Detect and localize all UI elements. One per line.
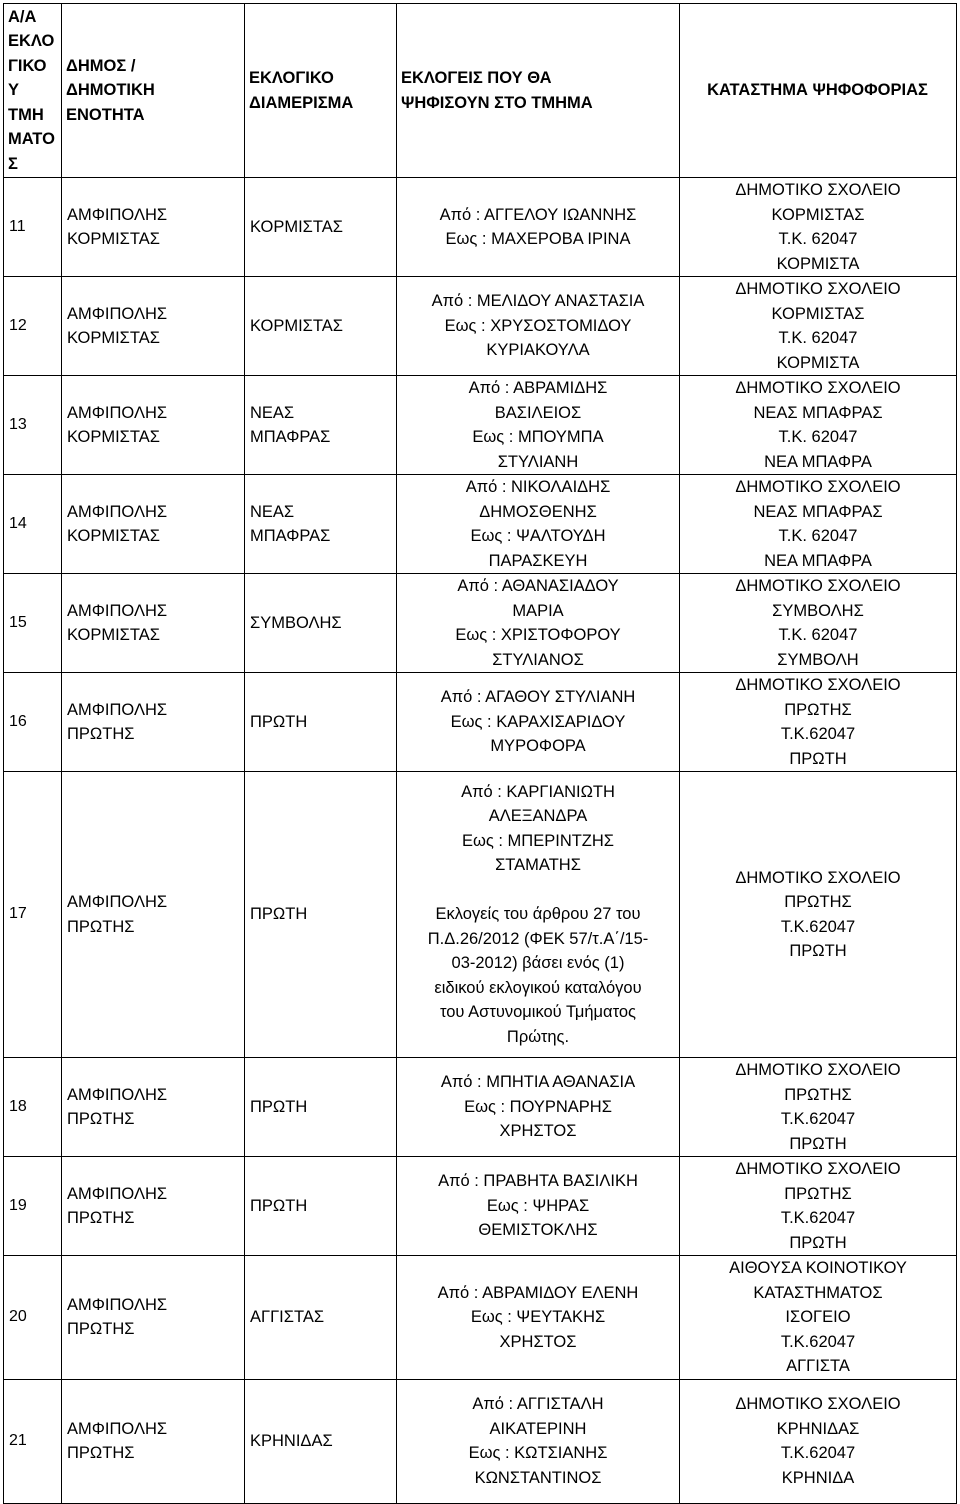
voters-range-cell: Από : ΑΒΡΑΜΙΔΗΣ ΒΑΣΙΛΕΙΟΣ Εως : ΜΠΟΥΜΠΑ ΣΤΥΛΙΑΝΗ (397, 376, 680, 475)
municipality-cell: ΑΜΦΙΠΟΛΗΣ ΚΟΡΜΙΣΤΑΣ (62, 475, 245, 574)
polling-station-cell: ΔΗΜΟΤΙΚΟ ΣΧΟΛΕΙΟ ΠΡΩΤΗΣ Τ.Κ.62047 ΠΡΩΤΗ (680, 673, 957, 772)
polling-station-cell: ΑΙΘΟΥΣΑ ΚΟΙΝΟΤΙΚΟΥ ΚΑΤΑΣΤΗΜΑΤΟΣ ΙΣΟΓΕΙΟ Τ.Κ.62047 ΑΓΓΙΣΤΑ (680, 1256, 957, 1380)
municipality-cell: ΑΜΦΙΠΟΛΗΣ ΚΟΡΜΙΣΤΑΣ (62, 277, 245, 376)
table-row (4, 772, 957, 1058)
table-row (4, 1379, 957, 1503)
municipality-cell: ΑΜΦΙΠΟΛΗΣ ΠΡΩΤΗΣ (62, 1157, 245, 1256)
header-polling-station: ΚΑΤΑΣΤΗΜΑ ΨΗΦΟΦΟΡΙΑΣ (680, 4, 957, 178)
municipality-cell: ΑΜΦΙΠΟΛΗΣ ΠΡΩΤΗΣ (62, 1379, 245, 1503)
table-row (4, 574, 957, 673)
polling-station-cell: ΔΗΜΟΤΙΚΟ ΣΧΟΛΕΙΟ ΝΕΑΣ ΜΠΑΦΡΑΣ Τ.Κ. 62047 ΝΕΑ ΜΠΑΦΡΑ (680, 376, 957, 475)
section-number: 16 (4, 673, 62, 772)
voters-range-cell: Από : ΑΘΑΝΑΣΙΑΔΟΥ ΜΑΡΙΑ Εως : ΧΡΙΣΤΟΦΟΡΟΥ ΣΤΥΛΙΑΝΟΣ (397, 574, 680, 673)
table-row (4, 1058, 957, 1157)
municipality-cell: ΑΜΦΙΠΟΛΗΣ ΠΡΩΤΗΣ (62, 772, 245, 1058)
table-row (4, 376, 957, 475)
district-cell: ΚΟΡΜΙΣΤΑΣ (245, 178, 397, 277)
table-row (4, 1256, 957, 1380)
voters-range-cell: Από : ΜΕΛΙΔΟΥ ΑΝΑΣΤΑΣΙΑ Εως : ΧΡΥΣΟΣΤΟΜΙΔΟΥ ΚΥΡΙΑΚΟΥΛΑ (397, 277, 680, 376)
municipality-cell: ΑΜΦΙΠΟΛΗΣ ΠΡΩΤΗΣ (62, 673, 245, 772)
header-district: ΕΚΛΟΓΙΚΟ ΔΙΑΜΕΡΙΣΜΑ (245, 4, 397, 178)
header-row (4, 4, 957, 178)
municipality-cell: ΑΜΦΙΠΟΛΗΣ ΚΟΡΜΙΣΤΑΣ (62, 178, 245, 277)
section-number: 17 (4, 772, 62, 1058)
municipality-cell: ΑΜΦΙΠΟΛΗΣ ΠΡΩΤΗΣ (62, 1058, 245, 1157)
district-cell: ΣΥΜΒΟΛΗΣ (245, 574, 397, 673)
voters-range-cell: Από : ΑΓΓΙΣΤΑΛΗ ΑΙΚΑΤΕΡΙΝΗ Εως : ΚΩΤΣΙΑΝΗΣ ΚΩΝΣΤΑΝΤΙΝΟΣ (397, 1379, 680, 1503)
polling-station-cell: ΔΗΜΟΤΙΚΟ ΣΧΟΛΕΙΟ ΚΟΡΜΙΣΤΑΣ Τ.Κ. 62047 ΚΟΡΜΙΣΤΑ (680, 277, 957, 376)
section-number: 12 (4, 277, 62, 376)
municipality-cell: ΑΜΦΙΠΟΛΗΣ ΚΟΡΜΙΣΤΑΣ (62, 376, 245, 475)
municipality-cell: ΑΜΦΙΠΟΛΗΣ ΚΟΡΜΙΣΤΑΣ (62, 574, 245, 673)
header-municipality: ΔΗΜΟΣ / ΔΗΜΟΤΙΚΗ ΕΝΟΤΗΤΑ (62, 4, 245, 178)
polling-station-cell: ΔΗΜΟΤΙΚΟ ΣΧΟΛΕΙΟ ΣΥΜΒΟΛΗΣ Τ.Κ. 62047 ΣΥΜΒΟΛΗ (680, 574, 957, 673)
section-number: 13 (4, 376, 62, 475)
table-row (4, 1157, 957, 1256)
municipality-cell: ΑΜΦΙΠΟΛΗΣ ΠΡΩΤΗΣ (62, 1256, 245, 1380)
voters-range-cell: Από : ΑΓΑΘΟΥ ΣΤΥΛΙΑΝΗ Εως : ΚΑΡΑΧΙΣΑΡΙΔΟΥ ΜΥΡΟΦΟΡΑ (397, 673, 680, 772)
district-cell: ΚΡΗΝΙΔΑΣ (245, 1379, 397, 1503)
voters-range-cell: Από : ΠΡΑΒΗΤΑ ΒΑΣΙΛΙΚΗ Εως : ΨΗΡΑΣ ΘΕΜΙΣΤΟΚΛΗΣ (397, 1157, 680, 1256)
section-number: 20 (4, 1256, 62, 1380)
section-number: 18 (4, 1058, 62, 1157)
voters-range-cell: Από : ΜΠΗΤΙΑ ΑΘΑΝΑΣΙΑ Εως : ΠΟΥΡΝΑΡΗΣ ΧΡΗΣΤΟΣ (397, 1058, 680, 1157)
table-row (4, 277, 957, 376)
district-cell: ΠΡΩΤΗ (245, 1058, 397, 1157)
section-number: 11 (4, 178, 62, 277)
section-number: 14 (4, 475, 62, 574)
polling-station-cell: ΔΗΜΟΤΙΚΟ ΣΧΟΛΕΙΟ ΠΡΩΤΗΣ Τ.Κ.62047 ΠΡΩΤΗ (680, 1058, 957, 1157)
header-section-id: Α/Α ΕΚΛΟ ΓΙΚΟ Υ ΤΜΗ ΜΑΤΟ Σ (4, 4, 62, 178)
voters-range-cell: Από : ΝΙΚΟΛΑΙΔΗΣ ΔΗΜΟΣΘΕΝΗΣ Εως : ΨΑΛΤΟΥΔΗ ΠΑΡΑΣΚΕΥΗ (397, 475, 680, 574)
polling-station-cell: ΔΗΜΟΤΙΚΟ ΣΧΟΛΕΙΟ ΠΡΩΤΗΣ Τ.Κ.62047 ΠΡΩΤΗ (680, 1157, 957, 1256)
polling-station-cell: ΔΗΜΟΤΙΚΟ ΣΧΟΛΕΙΟ ΠΡΩΤΗΣ Τ.Κ.62047 ΠΡΩΤΗ (680, 772, 957, 1058)
district-cell: ΠΡΩΤΗ (245, 673, 397, 772)
polling-stations-table (3, 3, 957, 1504)
section-number: 15 (4, 574, 62, 673)
section-number: 21 (4, 1379, 62, 1503)
polling-station-cell: ΔΗΜΟΤΙΚΟ ΣΧΟΛΕΙΟ ΚΟΡΜΙΣΤΑΣ Τ.Κ. 62047 ΚΟΡΜΙΣΤΑ (680, 178, 957, 277)
district-cell: ΠΡΩΤΗ (245, 1157, 397, 1256)
voters-range-cell: Από : ΑΓΓΕΛΟΥ ΙΩΑΝΝΗΣ Εως : ΜΑΧΕΡΟΒΑ ΙΡΙΝΑ (397, 178, 680, 277)
voters-range-cell: Από : ΚΑΡΓΙΑΝΙΩΤΗ ΑΛΕΞΑΝΔΡΑ Εως : ΜΠΕΡΙΝΤΖΗΣ ΣΤΑΜΑΤΗΣ Εκλογείς του άρθρου 27 του Π.Δ.26/2012 (ΦΕΚ 57/τ.Α΄/15- 03-2012) βάσει ενός (1) ειδικού εκλογικού καταλόγου του Αστυνομικού Τμήματος Πρώτης. (397, 772, 680, 1058)
district-cell: ΝΕΑΣ ΜΠΑΦΡΑΣ (245, 475, 397, 574)
district-cell: ΠΡΩΤΗ (245, 772, 397, 1058)
polling-station-cell: ΔΗΜΟΤΙΚΟ ΣΧΟΛΕΙΟ ΚΡΗΝΙΔΑΣ Τ.Κ.62047 ΚΡΗΝΙΔΑ (680, 1379, 957, 1503)
district-cell: ΑΓΓΙΣΤΑΣ (245, 1256, 397, 1380)
district-cell: ΚΟΡΜΙΣΤΑΣ (245, 277, 397, 376)
polling-station-cell: ΔΗΜΟΤΙΚΟ ΣΧΟΛΕΙΟ ΝΕΑΣ ΜΠΑΦΡΑΣ Τ.Κ. 62047 ΝΕΑ ΜΠΑΦΡΑ (680, 475, 957, 574)
section-number: 19 (4, 1157, 62, 1256)
header-voters: ΕΚΛΟΓΕΙΣ ΠΟΥ ΘΑ ΨΗΦΙΣΟΥΝ ΣΤΟ ΤΜΗΜΑ (397, 4, 680, 178)
district-cell: ΝΕΑΣ ΜΠΑΦΡΑΣ (245, 376, 397, 475)
voters-range-cell: Από : ΑΒΡΑΜΙΔΟΥ ΕΛΕΝΗ Εως : ΨΕΥΤΑΚΗΣ ΧΡΗΣΤΟΣ (397, 1256, 680, 1380)
table-row (4, 475, 957, 574)
table-row (4, 673, 957, 772)
table-row (4, 178, 957, 277)
